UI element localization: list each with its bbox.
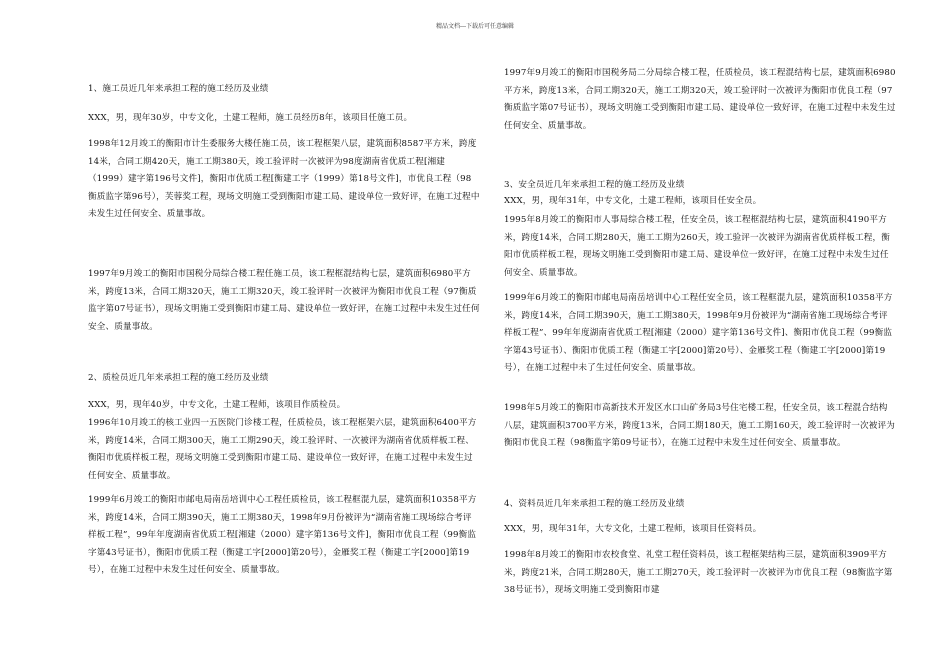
paragraph: 1996年10月竣工的核工业四一五医院门诊楼工程，任质检员，该工程框架六层，建筑面积6400平方米，跨度14米，合同工期300天，施工工期290天，竣工验评时、一次被评为湖南省优质样板工程、衡阳市优质样板工程，现场文明施工受到衡阳市建工局、建设单位一致好评，在施工过程中未发生过任何安全、质量事故。 (88, 418, 477, 481)
paragraph: 1995年8月竣工的衡阳市人事局综合楼工程，任安全员，该工程框混结构七层，建筑面积4190平方米，跨度14米，合同工期280天，施工工期为260天，竣工验评一次被评为湖南省优质样板工程，衡阳市优质样板工程，现场文明施工受到衡阳市建工局、建设单位一致好评，在施工过程中未发生过任何安全、质量事故。 (504, 215, 890, 278)
paragraph: 1997年9月竣工的衡阳市国税务局二分局综合楼工程，任质检员，该工程混结构七层，建筑面积6980平方米，跨度13米，合同工期320天，施工工期320天，竣工验评时一次被评为衡阳市优良工程（97衡质监字第07号证书），现场文明施工受到衡阳市建工局、建设单位一致好评，在施工过程中未发生过任何安全、质量事故。 (504, 68, 896, 131)
section-heading-constructor: 1、施工员近几年来承担工程的施工经历及业绩 (88, 84, 269, 94)
paragraph: XXX，男，现年30岁，中专文化，土建工程师，施工员经历8年，该项目任施工员。 (88, 113, 413, 123)
paragraph: 1998年12月竣工的衡阳市计生委服务大楼任施工员，该工程框架八层，建筑面积8587平方米，跨度14米，合同工期420天，施工工期380天，竣工验评时一次被评为98度湖南省优质工程[湘建（1999）建字第196号文件]，衡阳市优质工程[衡建工字（1999）第18号文件]，市优良工程（98衡质监字第96号），芙蓉奖工程，现场文明施工受到衡阳市建工局、建设单位一致好评，在施工过程中未发生过任何安全、质量事故。 (88, 139, 480, 220)
section-heading-quality-inspector: 2、质检员近几年来承担工程的施工经历及业绩 (88, 373, 269, 383)
paragraph: 1999年6月竣工的衡阳市邮电局南岳培训中心工程任安全员，该工程框混九层，建筑面积10358平方米，跨度14米，合同工期390天，施工工期380天，1998年9月份被评为“湖南省施工现场综合考评样板工程”、99年年度湖南省优质工程[湘建（2000）建字第136号文件]、衡阳市优良工程（99衡监字第43号证书）、衡阳市优质工程（衡建工字[2000]第20号）、金雁奖工程（衡建工字[2000]第19号），在施工过程中未了生过任何安全、质量事故。 (504, 293, 893, 374)
page-header: 精品文档---下载后可任意编辑 (435, 23, 515, 30)
paragraph: XXX，男，现年31年，大专文化，土建工程师，该项目任资料员。 (504, 524, 762, 534)
paragraph: 1999年6月竣工的衡阳市邮电局南岳培训中心工程任质检员，该工程框混九层，建筑面积10358平方米，跨度14米，合同工期390天，施工工期380天，1998年9月份被评为“湖南省施工现场综合考评样板工程”，99年年度湖南省优质工程[湘建（2000）建字第136号文件]，衡阳市优良工程（99衡监字第43号证书），衡阳市优质工程（衡建工字[2000]第20号），金雁奖工程（衡建工字[2000]第19号），在施工过程中未发生过任何安全、质量事故。 (88, 495, 477, 576)
paragraph: XXX，男，现年40岁，中专文化，土建工程师，该项目作质检员。 (88, 400, 346, 410)
paragraph: 1998年8月竣工的衡阳市农校食堂、礼堂工程任资料员，该工程框架结构三层，建筑面积3909平方米，跨度21米，合同工期280天，施工工期270天，竣工验评时一次被评为市优良工程（98衡监字第38号证书），现场文明施工受到衡阳市建 (504, 550, 893, 596)
section-heading-safety-officer: 3、安全员近几年来承担工程的施工经历及业绩 (504, 180, 685, 190)
paragraph: 1997年9月竣工的衡阳市国税分局综合楼工程任施工员，该工程框混结构七层，建筑面积6980平方米，跨度13米，合同工期320天，施工工期320天，竣工验评时一次被评为衡阳市优良工程（97衡质监字第07号证书），现场文明施工受到衡阳市建工局、建设单位一致好评，在施工过程中未发生过任何安全、质量事故。 (88, 269, 480, 332)
section-heading-document-controller: 4、资料员近几年来承担工程的施工经历及业绩 (504, 499, 685, 509)
paragraph: 1998年5月竣工的衡阳市高新技术开发区水口山矿务局3号住宅楼工程，任安全员，该工程混合结构八层，建筑面积3700平方米，跨度13米，合同工期180天，施工工期160天，竣工验评时一次被评为衡阳市优良工程（98衡监字第09号证书），在施工过程中未发生过任何安全、质量事故。 (504, 403, 895, 449)
paragraph: XXX，男，现年31年，中专文化，土建工程师，该项目任安全员。 (504, 196, 762, 206)
